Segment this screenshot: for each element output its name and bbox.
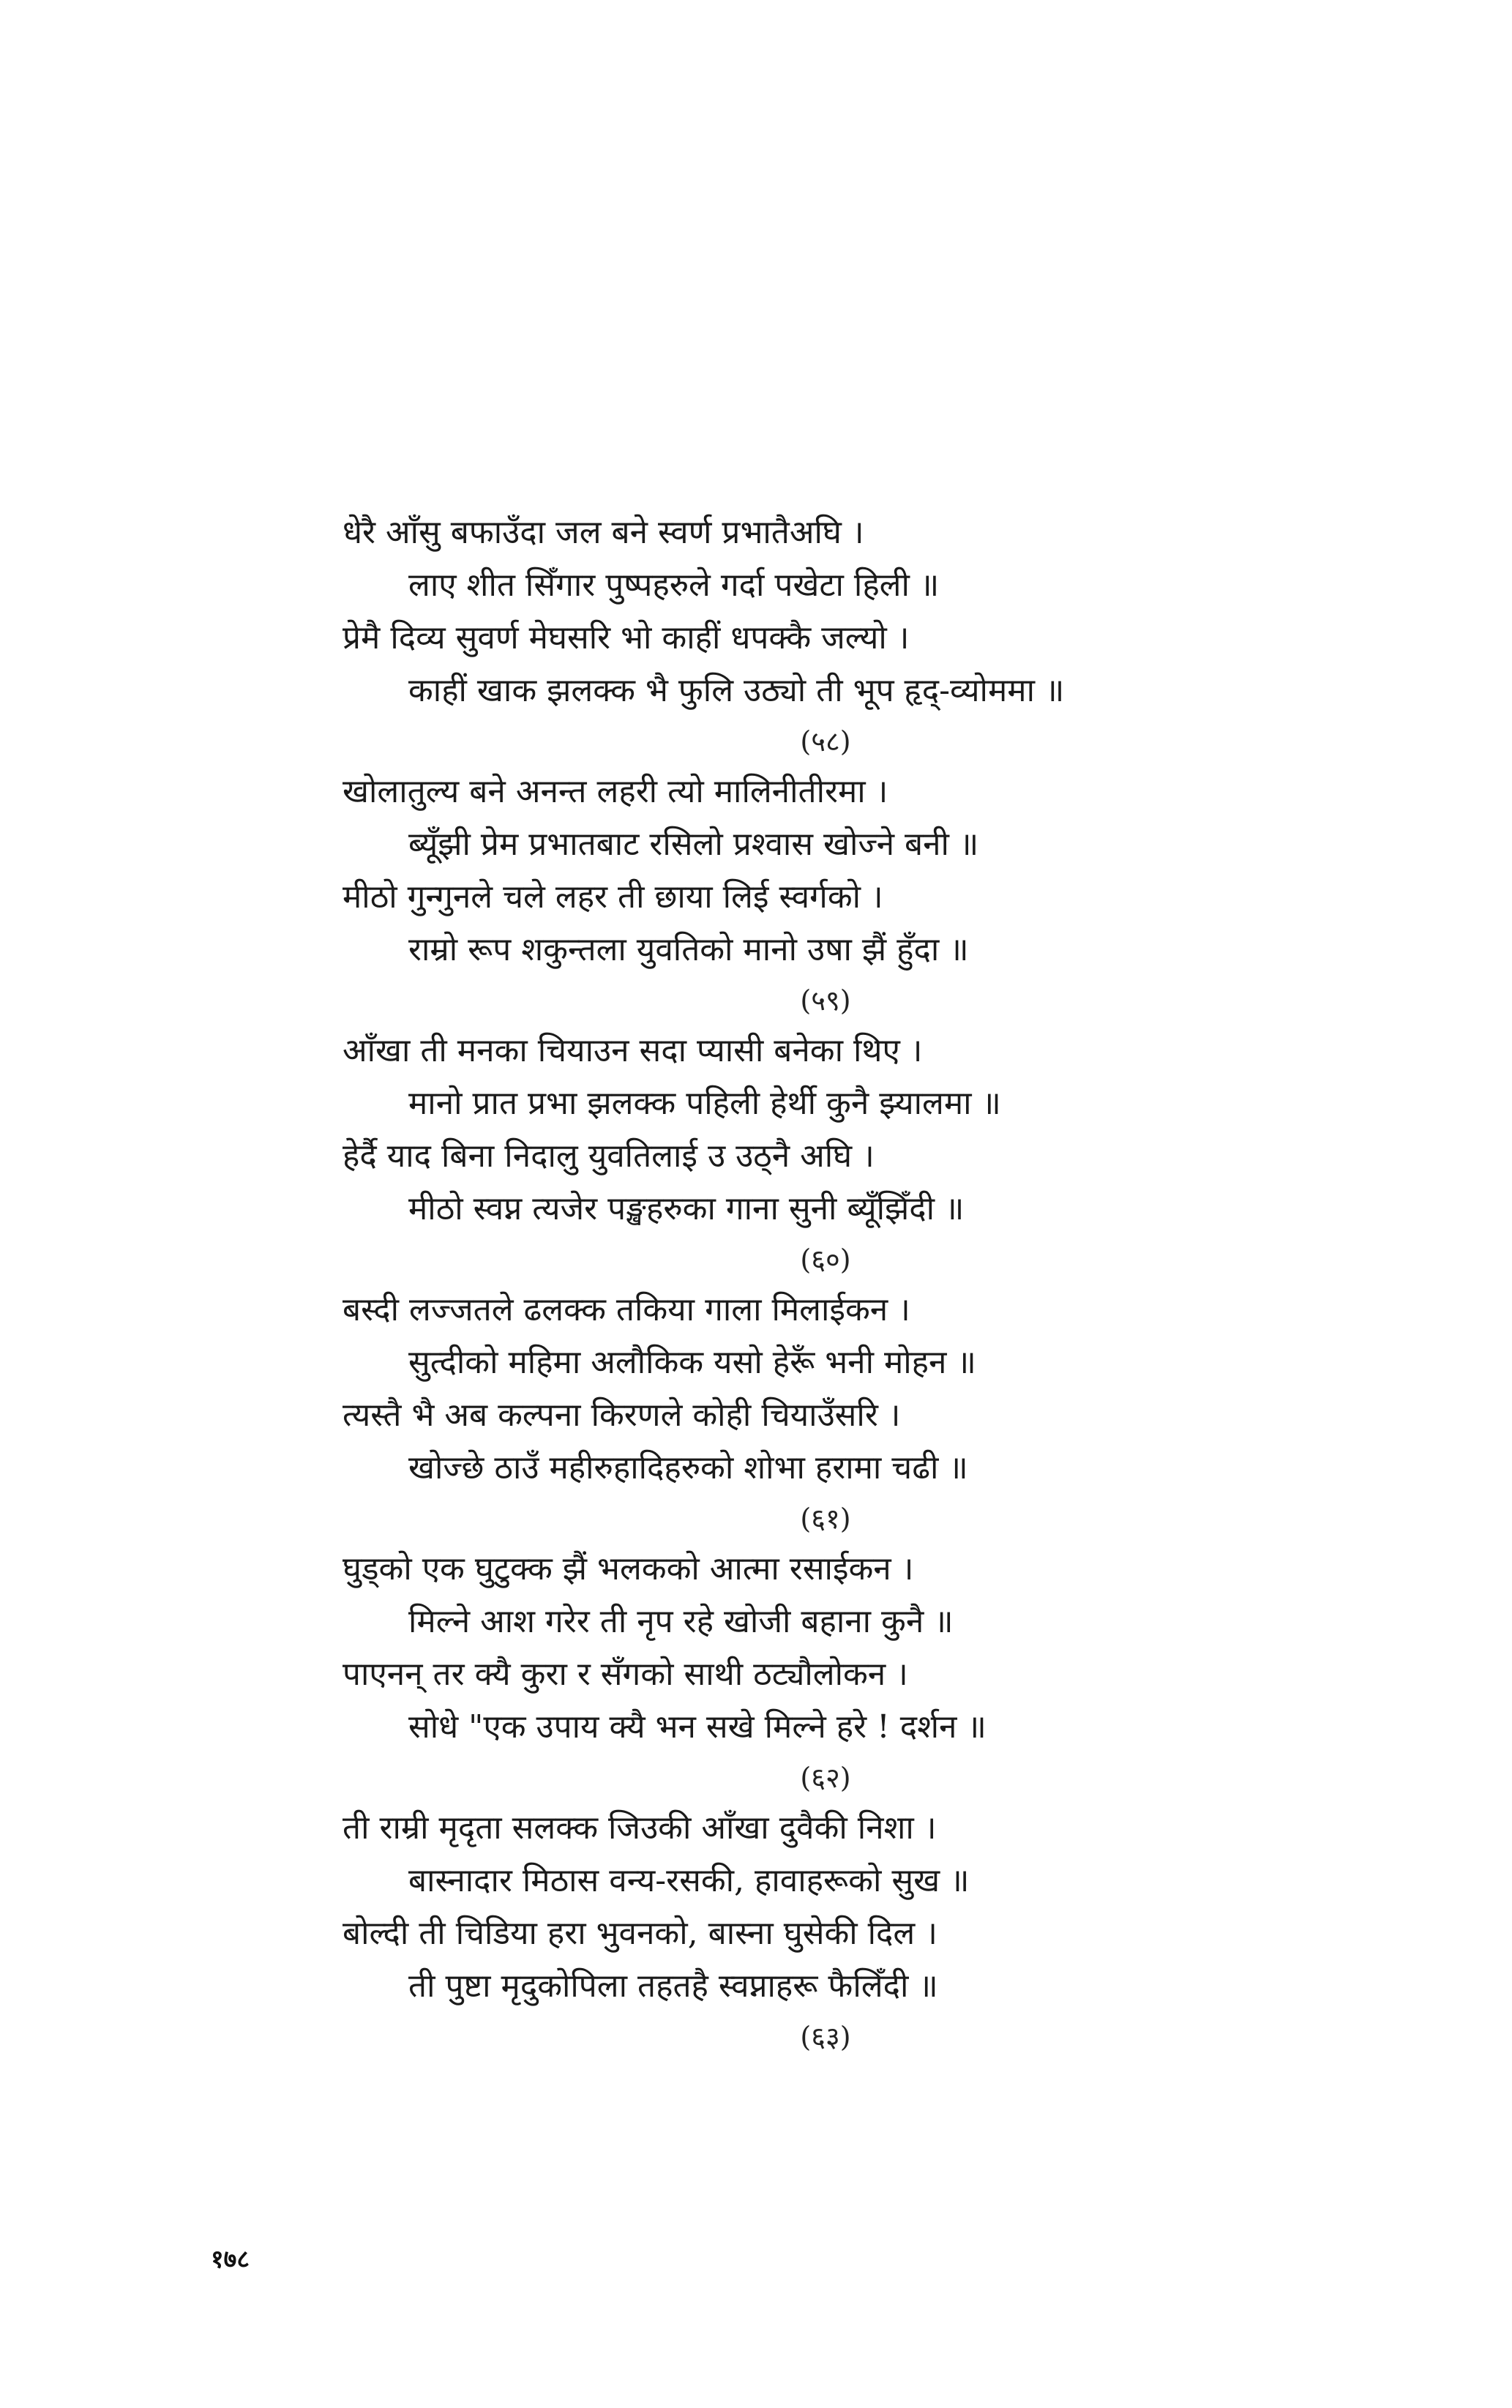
verse-line: ती पुष्टा मृदुकोपिला तहतहै स्वप्नाहरू फैलिँदी ॥: [408, 1967, 938, 2005]
verse-line: पाएनन् तर क्यै कुरा र सँगको साथी ठट्यौलोकन ।: [343, 1656, 908, 1693]
stanza-58: [343, 506, 1228, 766]
stanza-61: [343, 1284, 1228, 1543]
verse-line: काहीं खाक झलक्क भै फुलि उठ्यो ती भूप हृद्-व्योममा ॥: [408, 672, 1065, 709]
page-number: १७८: [211, 2245, 250, 2274]
stanza-60: [343, 1025, 1228, 1284]
stanza-number: (६३): [800, 2021, 851, 2053]
stanza-63: [343, 1802, 1228, 2061]
verse-line: आँखा ती मनका चियाउन सदा प्यासी बनेका थिए ।: [343, 1032, 923, 1069]
verse-line: बस्दी लज्जतले ढलक्क तकिया गाला मिलाईकन ।: [343, 1291, 910, 1328]
stanza-number: (६१): [800, 1503, 851, 1535]
poem-body: [343, 506, 1228, 2061]
verse-line: मानो प्रात प्रभा झलक्क पहिली हेर्थी कुनै झ्यालमा ॥: [408, 1085, 1001, 1122]
stanza-number: (६०): [800, 1244, 851, 1276]
verse-line: ती राम्री मृदृता सलक्क जिउकी आँखा दुवैकी निशा ।: [343, 1809, 937, 1847]
verse-line: हेर्दै याद बिना निदालु युवतिलाई उ उठ्नै अघि ।: [343, 1137, 875, 1175]
verse-line: त्यस्तै भै अब कल्पना किरणले कोही चियाउँसरि ।: [343, 1396, 901, 1434]
verse-line: सोधे "एक उपाय क्यै भन सखे मिल्ने हरे ! दर्शन ॥: [408, 1708, 987, 1746]
verse-line: खोलातुल्य बने अनन्त लहरी त्यो मालिनीतीरमा ।: [343, 773, 888, 810]
stanza-59: [343, 766, 1228, 1025]
verse-line: बास्नादार मिठास वन्य-रसकी, हावाहरूको सुख ॥: [408, 1862, 970, 1899]
verse-line: मीठो स्वप्न त्यजेर पङ्खहरुका गाना सुनी ब्यूँझिँदी ॥: [408, 1190, 965, 1227]
verse-line: मिल्ने आश गरेर ती नृप रहे खोजी बहाना कुनै ॥: [408, 1603, 954, 1640]
verse-line: प्रेमै दिव्य सुवर्ण मेघसरि भो काहीं धपक्कै जल्यो ।: [343, 619, 910, 657]
verse-line: बोल्दी ती चिडिया हरा भुवनको, बास्ना घुसेकी दिल ।: [343, 1915, 937, 1952]
verse-line: खोज्छे ठाउँ महीरुहादिहरुको शोभा हरामा चढी ॥: [408, 1449, 968, 1487]
verse-line: मीठो गुन्गुनले चले लहर ती छाया लिई स्वर्गको ।: [343, 878, 883, 916]
verse-line: लाए शीत सिँगार पुष्पहरुले गर्दा पखेटा हिली ॥: [408, 567, 940, 604]
stanza-number: (५८): [800, 725, 851, 758]
verse-line: ब्यूँझी प्रेम प्रभातबाट रसिलो प्रश्वास खोज्ने बनी ॥: [408, 826, 979, 863]
stanza-number: (६२): [800, 1762, 851, 1794]
verse-line: सुत्दीको महिमा अलौकिक यसो हेरूँ भनी मोहन ॥: [408, 1344, 976, 1381]
verse-line: घुड्को एक घुटुक्क झैं भलकको आत्मा रसाईकन ।: [343, 1550, 914, 1588]
stanza-62: [343, 1543, 1228, 1802]
stanza-number: (५९): [800, 984, 851, 1017]
verse-line: राम्रो रूप शकुन्तला युवतिको मानो उषा झैं हुँदा ॥: [408, 931, 969, 968]
verse-line: धेरै आँसु बफाउँदा जल बने स्वर्ण प्रभातैअघि ।: [343, 514, 864, 551]
